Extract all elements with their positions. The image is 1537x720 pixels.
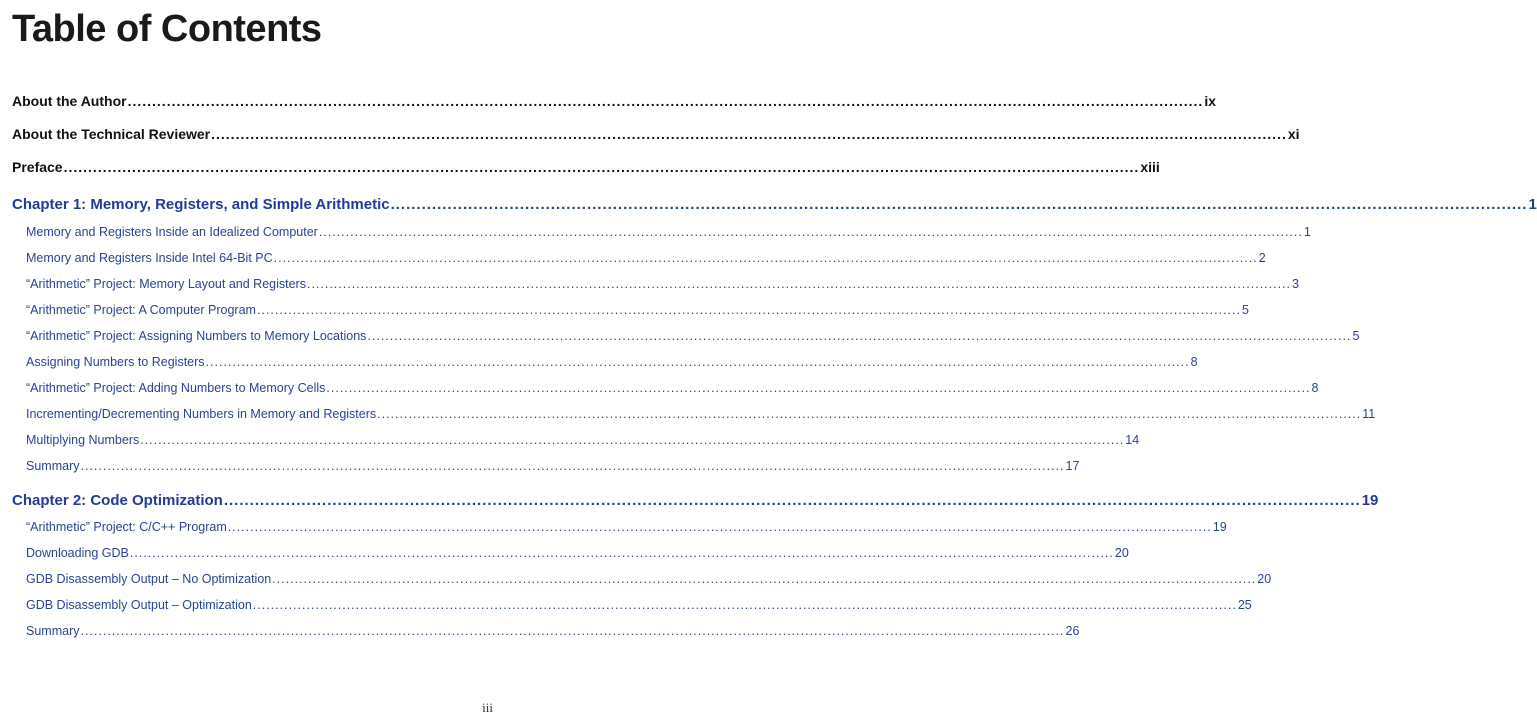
page-number: iii — [482, 700, 493, 715]
toc-entry-page: 19 — [1212, 520, 1227, 534]
dot-leader: ............................................................................................................................................................................................................................ — [367, 329, 1352, 343]
dot-leader: ............................................................................................................................................................................................................................ — [205, 355, 1190, 369]
toc-entry-title: Memory and Registers Inside an Idealized Computer — [26, 225, 318, 239]
toc-entry-page: 5 — [1241, 303, 1249, 317]
toc-entry-title: “Arithmetic” Project: Assigning Numbers to Memory Locations — [26, 329, 367, 343]
toc-entry-page: 20 — [1257, 572, 1272, 586]
toc-entry-page: xi — [1287, 126, 1300, 142]
toc-section-entry — [26, 407, 1376, 421]
toc-entry-page: 1 — [1528, 196, 1537, 213]
dot-leader: ............................................................................................................................................................................................................................ — [272, 572, 1257, 586]
toc-entry-page: ix — [1204, 93, 1216, 109]
dot-leader: ............................................................................................................................................................................................................................ — [326, 381, 1311, 395]
toc-entry-title: GDB Disassembly Output – Optimization — [26, 598, 252, 612]
toc-entry-title: Preface — [12, 159, 63, 175]
toc-entry-title: About the Technical Reviewer — [12, 126, 211, 142]
toc-section-entry — [26, 329, 1360, 343]
dot-leader: ............................................................................................................................................................................................................................ — [252, 598, 1237, 612]
toc-section-entry — [26, 251, 1266, 265]
toc-entry-page: 5 — [1352, 329, 1360, 343]
toc-entry-title: Chapter 1: Memory, Registers, and Simple Arithmetic — [12, 196, 390, 213]
toc-section-entry — [26, 572, 1272, 586]
toc-section-entry — [26, 355, 1198, 369]
dot-leader: ............................................................................................................................................................................................................................ — [80, 459, 1065, 473]
toc-section-entry — [26, 624, 1080, 638]
toc-chapter-entry — [12, 492, 1379, 509]
toc-entry-title: Incrementing/Decrementing Numbers in Memory and Registers — [26, 407, 377, 421]
toc-entry-title: Downloading GDB — [26, 546, 129, 560]
toc-entry-page: 3 — [1292, 277, 1299, 291]
toc-section-entry — [26, 546, 1129, 560]
toc-section-entry — [26, 225, 1311, 239]
dot-leader: ............................................................................................................................................................................................................................ — [256, 303, 1241, 317]
page-title: Table of Contents — [12, 8, 322, 50]
toc-chapter-entry — [12, 196, 1537, 213]
toc-entry-title: “Arithmetic” Project: Adding Numbers to Memory Cells — [26, 381, 326, 395]
toc-section-entry — [26, 459, 1080, 473]
dot-leader: ............................................................................................................................................................................................................................ — [127, 93, 1204, 109]
toc-entry-page: xiii — [1140, 159, 1160, 175]
toc-entry-page: 14 — [1125, 433, 1140, 447]
toc-entry-page: 2 — [1258, 251, 1266, 265]
dot-leader: ............................................................................................................................................................................................................................ — [377, 407, 1362, 421]
dot-leader: ............................................................................................................................................................................................................................ — [223, 492, 1361, 509]
toc-entry-page: 25 — [1237, 598, 1252, 612]
toc-entry-title: GDB Disassembly Output – No Optimization — [26, 572, 272, 586]
dot-leader: ............................................................................................................................................................................................................................ — [306, 277, 1292, 291]
toc-entry-page: 8 — [1311, 381, 1319, 395]
toc-entry-title: “Arithmetic” Project: A Computer Program — [26, 303, 256, 317]
dot-leader: ............................................................................................................................................................................................................................ — [140, 433, 1125, 447]
dot-leader: ............................................................................................................................................................................................................................ — [318, 225, 1303, 239]
toc-entry-title: Memory and Registers Inside Intel 64-Bit PC — [26, 251, 273, 265]
toc-entry-page: 19 — [1361, 492, 1379, 509]
toc-section-entry — [26, 520, 1227, 534]
toc-entry-page: 20 — [1114, 546, 1129, 560]
dot-leader: ............................................................................................................................................................................................................................ — [80, 624, 1065, 638]
toc-entry-title: “Arithmetic” Project: C/C++ Program — [26, 520, 227, 534]
toc-section-entry — [26, 598, 1252, 612]
toc-section-entry — [26, 381, 1319, 395]
toc-section-entry — [26, 303, 1249, 317]
dot-leader: ............................................................................................................................................................................................................................ — [129, 546, 1114, 560]
toc-section-entry — [26, 277, 1299, 291]
dot-leader: ............................................................................................................................................................................................................................ — [390, 196, 1528, 213]
toc-entry-title: Assigning Numbers to Registers — [26, 355, 205, 369]
toc-entry-title: “Arithmetic” Project: Memory Layout and Registers — [26, 277, 306, 291]
dot-leader: ............................................................................................................................................................................................................................ — [63, 159, 1140, 175]
toc-entry-title: Multiplying Numbers — [26, 433, 140, 447]
dot-leader: ............................................................................................................................................................................................................................ — [227, 520, 1212, 534]
toc-section-entry — [26, 433, 1140, 447]
toc-entry-page: 8 — [1190, 355, 1198, 369]
toc-entry — [12, 126, 1300, 142]
toc-entry-page: 11 — [1362, 407, 1376, 421]
dot-leader: ............................................................................................................................................................................................................................ — [273, 251, 1258, 265]
toc-entry-title: Summary — [26, 624, 80, 638]
dot-leader: ............................................................................................................................................................................................................................ — [211, 126, 1287, 142]
toc-entry — [12, 159, 1160, 175]
toc-entry-title: About the Author — [12, 93, 127, 109]
toc-entry-page: 17 — [1065, 459, 1080, 473]
toc-entry-page: 1 — [1303, 225, 1311, 239]
toc-entry — [12, 93, 1216, 109]
toc-entry-page: 26 — [1065, 624, 1080, 638]
toc-entry-title: Summary — [26, 459, 80, 473]
toc-entry-title: Chapter 2: Code Optimization — [12, 492, 223, 509]
